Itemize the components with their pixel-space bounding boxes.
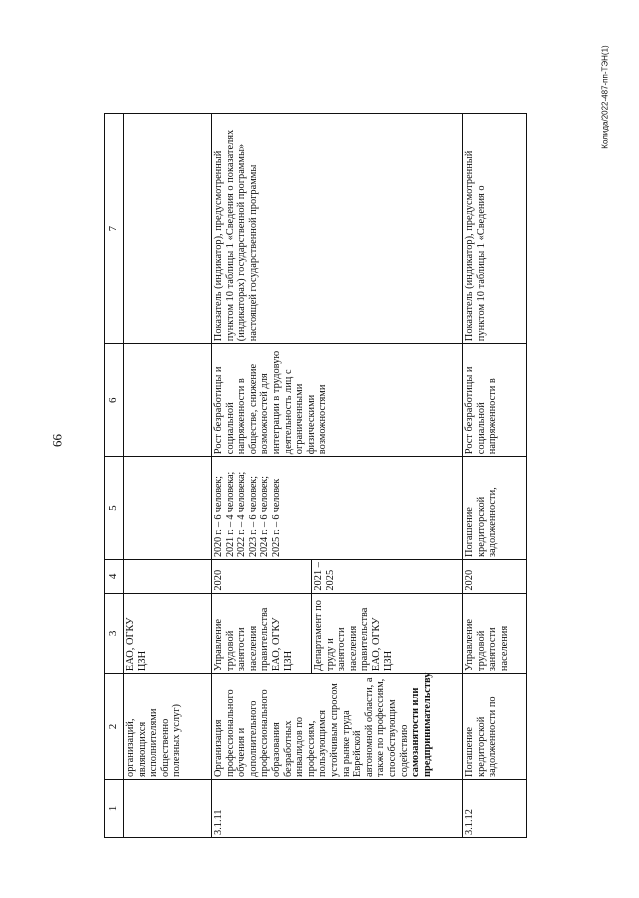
- header-col-1: 1: [105, 779, 124, 837]
- cell-indicator: Показатель (индикатор), предусмотренный пунктом 10 таблицы 1 «Сведения о показателях (индикаторах) государственной программы» настоящей государственной программы: [212, 114, 463, 344]
- cell-executor: Управление трудовой занятости населения: [463, 593, 527, 673]
- header-col-3: 3: [105, 593, 124, 673]
- page-number: 99: [50, 434, 65, 447]
- header-col-2: 2: [105, 674, 124, 780]
- table-row-3-1-12: [463, 114, 527, 838]
- cell-empty: [124, 779, 212, 837]
- header-col-6: 6: [105, 344, 124, 457]
- cell-empty: [124, 560, 212, 594]
- rotated-table-container: [104, 113, 527, 838]
- cell-measure-name: организаций, являющихся исполнителями общественно полезных услуг): [124, 674, 212, 780]
- cell-number: 3.1.12: [463, 779, 527, 837]
- document-code: [600, 45, 610, 149]
- cell-executor: ЕАО, ОГКУ ЦЗН: [124, 593, 212, 673]
- cell-period: 2020: [212, 560, 312, 594]
- cell-consequence: Рост безработицы и социальной напряженности в обществе, снижение возможностей для интеграции в трудовую деятельность лиц с ограниченными физическими возможностями: [212, 344, 463, 457]
- cell-consequence: Рост безработицы и социальной напряженности в: [463, 344, 527, 457]
- cell-indicator: Показатель (индикатор), предусмотренный пунктом 10 таблицы 1 «Сведения о: [463, 114, 527, 344]
- cell-result: Погашение кредиторской задолженности,: [463, 457, 527, 560]
- header-col-5: 5: [105, 457, 124, 560]
- cell-number: 3.1.11: [212, 779, 463, 837]
- table-row-continued: [124, 114, 212, 838]
- table-header-row: [105, 114, 124, 838]
- document-code-text: Колида/2022-487-пп-ТЭН(1): [600, 45, 610, 149]
- table-row-3-1-11-a: [212, 114, 312, 838]
- cell-period: 2021 – 2025: [312, 560, 463, 594]
- cell-executor: Департамент по труду и занятости населения правительства ЕАО, ОГКУ ЦЗН: [312, 593, 463, 673]
- cell-period: 2020: [463, 560, 527, 594]
- cell-measure-name: [212, 674, 463, 780]
- measure-name-text: Организация профессионального обучения и дополнительного профессионального образования безработных инвалидов по профессиям, пользующимся устойчивым спросом на рынке труда Еврейской автономной области, а также по профессиям, способствующим содействию: [213, 677, 410, 777]
- measures-table: [104, 113, 527, 838]
- cell-result: 2020 г. – 6 человек; 2021 г. – 4 человека; 2022 г. – 4 человека; 2023 г. – 6 человек; 2024 г. – 6 человек; 2025 г. – 6 человек: [212, 457, 463, 560]
- measure-name-text-bold: самозанятости или предпринимательству: [410, 672, 433, 777]
- cell-measure-name: Погашение кредиторской задолженности по: [463, 674, 527, 780]
- cell-empty: [124, 344, 212, 457]
- header-col-4: 4: [105, 560, 124, 594]
- cell-empty: [124, 457, 212, 560]
- cell-empty: [124, 114, 212, 344]
- header-col-7: 7: [105, 114, 124, 344]
- cell-executor: Управление трудовой занятости населения правительства ЕАО, ОГКУ ЦЗН: [212, 593, 312, 673]
